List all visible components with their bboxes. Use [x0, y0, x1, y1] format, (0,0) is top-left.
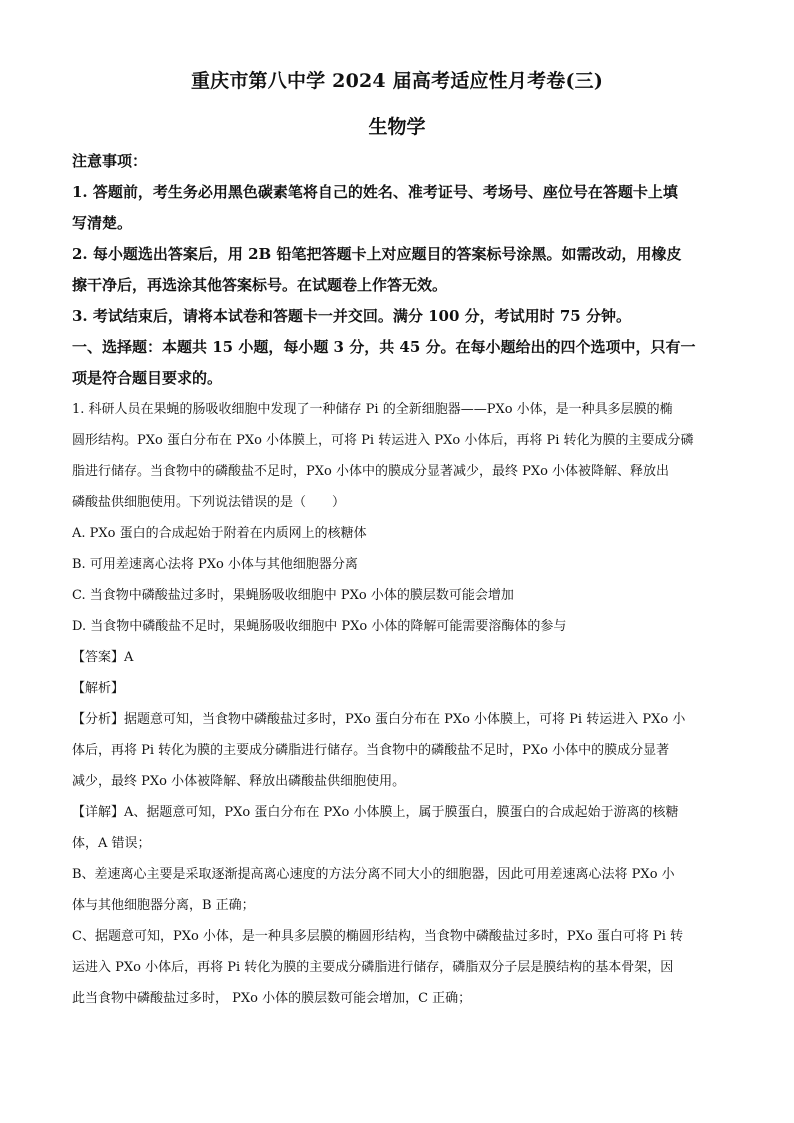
notice-line: 3. 考试结束后，请将本试卷和答题卡一并交回。满分 100 分，考试用时 75 分钟。 — [72, 307, 631, 325]
analysis-line: 【分析】据题意可知，当食物中磷酸盐过多时，PXo 蛋白分布在 PXo 小体膜上，可将 Pi 转运进入 PXo 小 — [72, 712, 686, 727]
question-stem: 圆形结构。PXo 蛋白分布在 PXo 小体膜上，可将 Pi 转运进入 PXo 小体后，再将 Pi 转化为膜的主要成分磷 — [72, 433, 694, 448]
analysis-line: B、差速离心主要是采取逐渐提高离心速度的方法分离不同大小的细胞器，因此可用差速离心法将 PXo 小 — [72, 867, 675, 882]
option-a: A. PXo 蛋白的合成起始于附着在内质网上的核糖体 — [72, 526, 367, 541]
section-heading: 项是符合题目要求的。 — [72, 369, 223, 387]
notice-line: 1. 答题前，考生务必用黑色碳素笔将自己的姓名、准考证号、考场号、座位号在答题卡上填 — [72, 183, 678, 201]
analysis-line: 减少，最终 PXo 小体被降解、释放出磷酸盐供细胞使用。 — [72, 774, 406, 789]
section-heading: 一、选择题：本题共 15 小题，每小题 3 分，共 45 分。在每小题给出的四个选项中，只有一 — [72, 338, 696, 356]
option-b: B. 可用差速离心法将 PXo 小体与其他细胞器分离 — [72, 557, 358, 572]
option-d: D. 当食物中磷酸盐不足时，果蝇肠吸收细胞中 PXo 小体的降解可能需要溶酶体的参与 — [72, 619, 567, 634]
question-stem: 脂进行储存。当食物中的磷酸盐不足时，PXo 小体中的膜成分显著减少，最终 PXo 小体被降解、释放出 — [72, 464, 670, 479]
question-stem: 磷酸盐供细胞使用。下列说法错误的是（ ） — [72, 495, 346, 510]
notice-line: 2. 每小题选出答案后，用 2B 铅笔把答题卡上对应题目的答案标号涂黑。如需改动，用橡皮 — [72, 245, 682, 263]
option-c: C. 当食物中磷酸盐过多时，果蝇肠吸收细胞中 PXo 小体的膜层数可能会增加 — [72, 588, 514, 603]
analysis-heading: 【解析】 — [72, 681, 125, 696]
analysis-line: 运进入 PXo 小体后，再将 Pi 转化为膜的主要成分磷脂进行储存，磷脂双分子层是膜结构的基本骨架，因 — [72, 960, 674, 975]
exam-title: 重庆市第八中学 2024 届高考适应性月考卷(三) — [190, 70, 604, 92]
analysis-line: 此当食物中磷酸盐过多时， PXo 小体的膜层数可能会增加，C 正确； — [72, 991, 472, 1006]
analysis-line: 体后，再将 Pi 转化为膜的主要成分磷脂进行储存。当食物中的磷酸盐不足时，PXo 小体中的膜成分显著 — [72, 743, 670, 758]
notice-line: 擦干净后，再选涂其他答案标号。在试题卷上作答无效。 — [72, 276, 448, 294]
notice-heading: 注意事项： — [72, 152, 148, 170]
analysis-line: 体与其他细胞器分离，B 正确； — [72, 898, 255, 913]
document-body — [72, 146, 722, 1014]
question-stem: 1. 科研人员在果蝇的肠吸收细胞中发现了一种储存 Pi 的全新细胞器——PXo 小体，是一种具多层膜的椭 — [72, 402, 673, 417]
notice-line: 写清楚。 — [72, 214, 133, 232]
subject-title: 生物学 — [368, 116, 426, 138]
analysis-line: 体，A 错误； — [72, 836, 151, 851]
answer-label: 【答案】A — [72, 650, 134, 665]
analysis-line: C、据题意可知，PXo 小体，是一种具多层膜的椭圆形结构，当食物中磷酸盐过多时，PXo 蛋白可将 Pi 转 — [72, 929, 684, 944]
analysis-line: 【详解】A、据题意可知，PXo 蛋白分布在 PXo 小体膜上，属于膜蛋白，膜蛋白的合成起始于游离的核糖 — [72, 805, 679, 820]
